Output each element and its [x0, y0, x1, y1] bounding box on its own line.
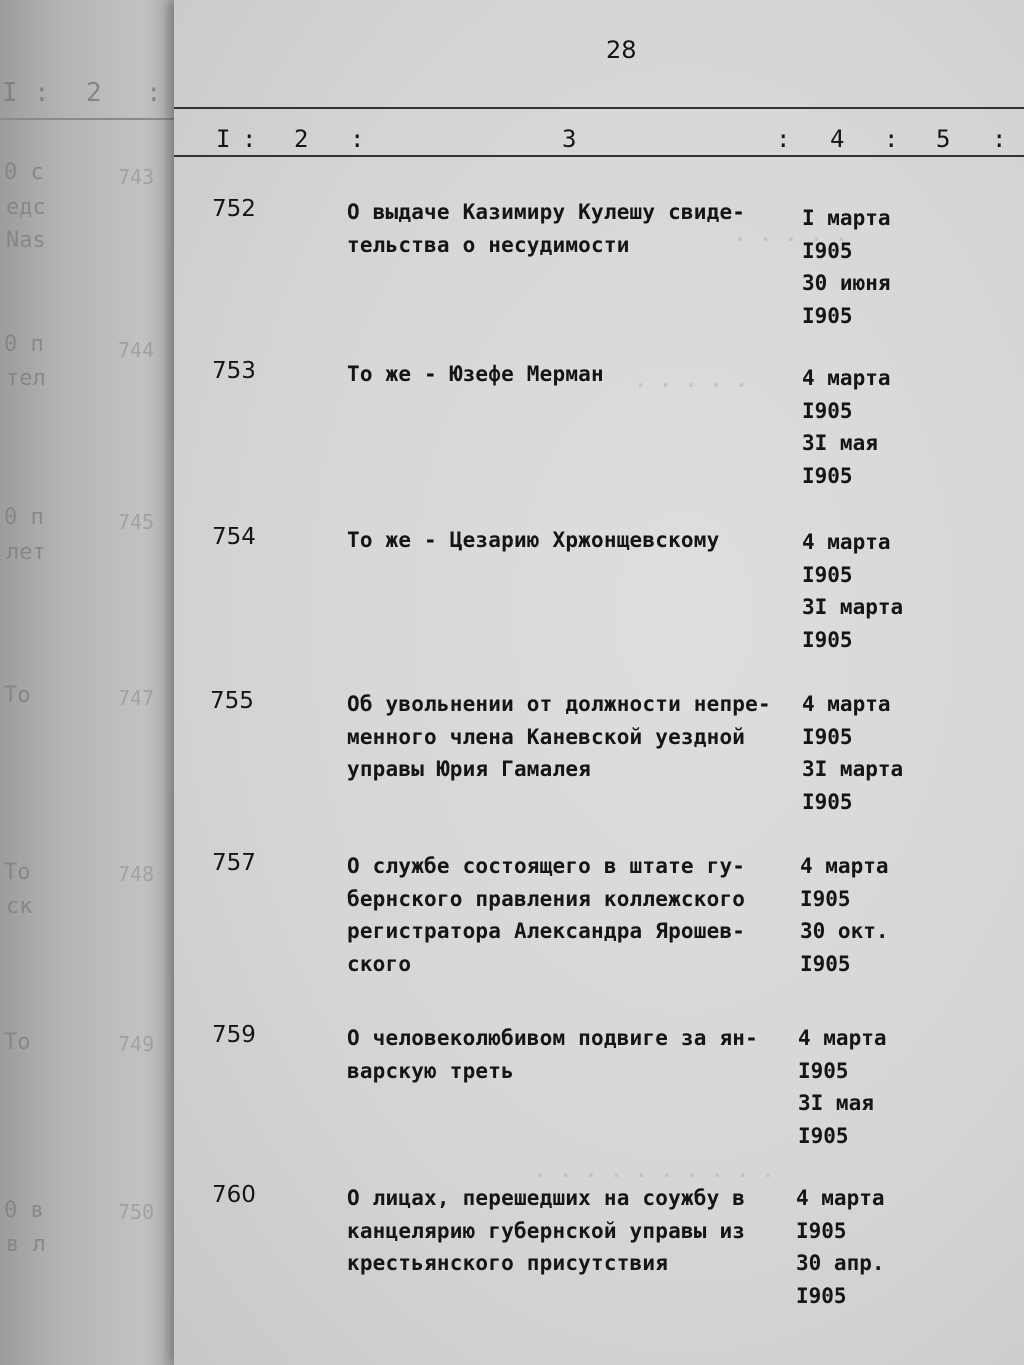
prev-ghost-text: То	[4, 860, 31, 885]
end-year: I905	[800, 951, 851, 976]
entry-title: О службе состоящего в штате гу- бернского правления коллежского регистратора Александра Ярошев- ского	[347, 854, 746, 976]
end-year: I905	[802, 303, 853, 328]
entry-dates	[802, 688, 1002, 818]
entry-title: То же - Юзефе Мерман	[347, 362, 604, 386]
column-header-1: I	[216, 125, 231, 153]
entry-title: Об увольнении от должности непре- менного члена Каневской уездной управы Юрия Гамалея	[347, 692, 771, 781]
entry-title: То же - Цезарию Хржонщевскому	[347, 528, 720, 552]
prev-ghost-text: тел	[6, 366, 46, 391]
end-date: 3I марта	[802, 595, 904, 619]
start-date: 4 марта	[802, 530, 891, 554]
column-separator: :	[992, 125, 1007, 153]
start-year: I905	[802, 398, 853, 423]
prev-ghost-number: 749	[118, 1032, 155, 1056]
end-year: I905	[798, 1123, 849, 1148]
end-date: 30 апр.	[796, 1251, 885, 1275]
header-rule-top	[174, 107, 1024, 109]
end-date: 3I мая	[802, 431, 878, 455]
entry-number: 755	[210, 688, 254, 714]
prev-ghost-text: 0 п	[4, 332, 44, 357]
prev-header-sep2: :	[146, 78, 162, 108]
entry-number: 760	[212, 1182, 256, 1208]
prev-ghost-number: 743	[118, 165, 155, 189]
entry-title: О выдаче Казимиру Кулешу свиде- тельства о несудимости	[347, 200, 746, 257]
prev-ghost-text: 0 п	[4, 505, 44, 530]
start-date: 4 марта	[796, 1186, 885, 1210]
column-header-5: 5	[936, 125, 951, 153]
prev-ghost-text: лет	[6, 540, 46, 565]
end-date: 30 окт.	[800, 919, 889, 943]
prev-ghost-number: 748	[118, 862, 155, 886]
prev-ghost-number: 745	[118, 510, 155, 534]
entry-dates	[800, 850, 1000, 980]
end-date: 3I марта	[802, 757, 904, 781]
document-page	[174, 0, 1024, 1365]
start-year: I905	[796, 1218, 847, 1243]
entry-number: 754	[212, 524, 256, 550]
start-year: I905	[800, 886, 851, 911]
column-header-3: 3	[562, 125, 577, 153]
end-year: I905	[802, 463, 853, 488]
prev-ghost-text: в л	[6, 1232, 46, 1257]
prev-ghost-text: 0 с	[4, 160, 44, 185]
end-year: I905	[802, 789, 853, 814]
prev-ghost-number: 747	[118, 686, 155, 710]
bleed-through-mark: . . . . .	[634, 368, 748, 392]
page-number: 28	[606, 36, 637, 64]
entry-dates	[796, 1182, 996, 1312]
start-date: I марта	[802, 206, 891, 230]
entry-dates	[802, 526, 1002, 656]
entry-title: О человеколюбивом подвиге за ян- варскую треть	[347, 1026, 758, 1083]
end-year: I905	[796, 1283, 847, 1308]
column-separator: :	[776, 125, 791, 153]
column-header-4: 4	[830, 125, 845, 153]
start-year: I905	[802, 724, 853, 749]
prev-ghost-number: 750	[118, 1200, 155, 1224]
column-header-2: 2	[294, 125, 309, 153]
previous-page-rule	[0, 118, 178, 120]
bleed-through-mark: . . . . . . . . . .	[534, 1158, 775, 1182]
prev-ghost-text: То	[4, 1030, 31, 1055]
end-date: 3I мая	[798, 1091, 874, 1115]
start-date: 4 марта	[802, 366, 891, 390]
start-date: 4 марта	[800, 854, 889, 878]
start-date: 4 марта	[798, 1026, 887, 1050]
column-separator: :	[242, 125, 257, 153]
prev-ghost-text: 0 в	[4, 1198, 44, 1223]
header-rule-bottom	[174, 155, 1024, 157]
entry-dates	[802, 202, 1002, 332]
start-year: I905	[802, 238, 853, 263]
entry-number: 757	[212, 850, 256, 876]
prev-ghost-text: едс	[6, 195, 46, 220]
column-separator: :	[350, 125, 365, 153]
end-year: I905	[802, 627, 853, 652]
prev-ghost-text: ск	[6, 894, 33, 919]
start-year: I905	[802, 562, 853, 587]
column-separator: :	[884, 125, 899, 153]
prev-ghost-text: То	[4, 683, 31, 708]
prev-header-sep1: :	[34, 78, 50, 108]
entry-title: О лицах, перешедших на соужбу в канцелярию губернской управы из крестьянского присутствия	[347, 1186, 746, 1275]
bleed-through-mark: . . . . .	[734, 222, 848, 246]
entry-dates	[798, 1022, 998, 1152]
entry-number: 752	[212, 196, 256, 222]
prev-ghost-text: Nas	[6, 228, 46, 253]
entry-number: 753	[212, 358, 256, 384]
end-date: 30 июня	[802, 271, 891, 295]
entry-dates	[802, 362, 1002, 492]
start-year: I905	[798, 1058, 849, 1083]
prev-header-col2: 2	[86, 78, 102, 108]
prev-ghost-number: 744	[118, 338, 155, 362]
start-date: 4 марта	[802, 692, 891, 716]
prev-header-col1: I	[2, 78, 18, 108]
previous-page-strip	[0, 0, 178, 1365]
entry-number: 759	[212, 1022, 256, 1048]
